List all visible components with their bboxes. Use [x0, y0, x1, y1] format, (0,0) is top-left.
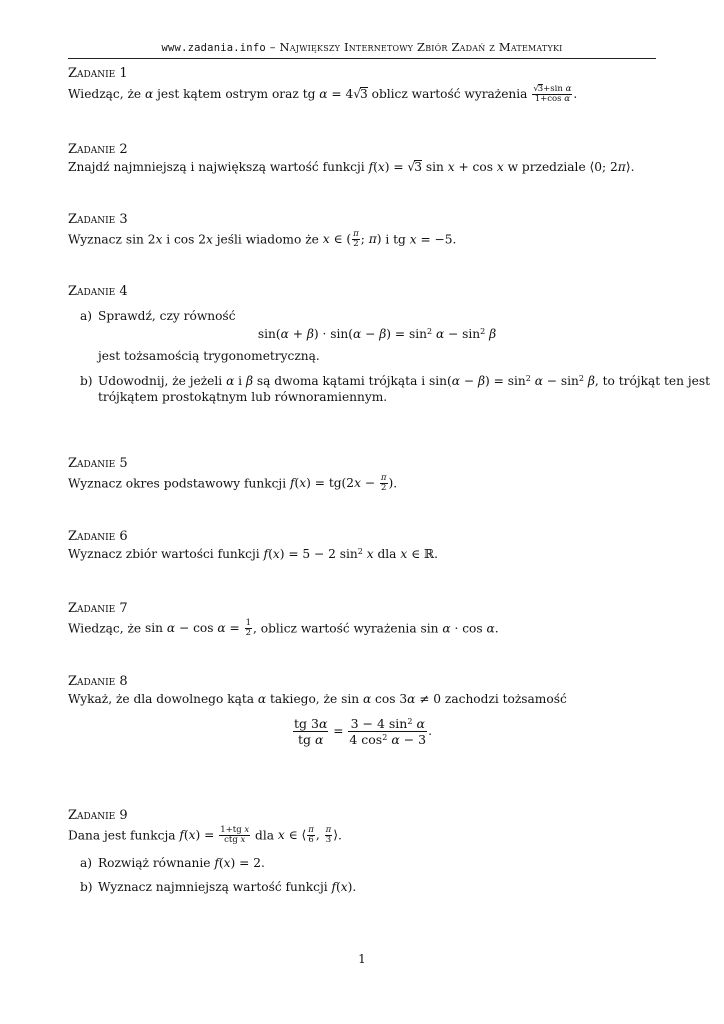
- text: zachodzi tożsamość: [441, 691, 567, 706]
- task-title: Zadanie 6: [68, 529, 128, 544]
- math: x ∈ ℝ: [400, 546, 435, 561]
- task-2: [68, 142, 656, 176]
- math: sin 2x: [125, 232, 163, 247]
- task-5: [68, 456, 656, 494]
- text: Udowodnij, że jeżeli: [98, 374, 227, 389]
- math: x ∈ ( $\frac{\pi}{2}$ ; π): [322, 228, 382, 250]
- task-text: Dana jest funkcja f(x) = $\frac{\text{1+tg x}}{\text{ctg x}}$ dla x ∈ ⟨ $\frac{\pi}{6}$ , $\frac{\pi}{3}$ ⟩.: [68, 824, 342, 846]
- task-1: [68, 66, 656, 105]
- text: Wyznacz okres podstawowy funkcji: [68, 476, 290, 491]
- text: dla: [251, 828, 278, 843]
- page-number: 1: [358, 952, 366, 966]
- site-url: www.zadania.info: [161, 42, 266, 54]
- task-title: Zadanie 5: [68, 456, 128, 471]
- subtask-label: a): [80, 855, 93, 870]
- text: , to trójkąt ten jest: [594, 374, 711, 389]
- text: są dwoma kątami trójkąta i: [253, 374, 429, 389]
- text: i: [381, 232, 394, 247]
- text: jest tożsamością trygonometryczną.: [98, 348, 320, 363]
- task-7: [68, 601, 656, 639]
- subtask-a: [68, 309, 656, 365]
- header-dash: –: [265, 40, 280, 54]
- math: sin α · cos α: [420, 621, 495, 636]
- task-text: Wykaż, że dla dowolnego kąta α takiego, że sin α cos 3α ≠ 0 zachodzi tożsamość: [68, 691, 567, 706]
- task-text: Znajdź najmniejszą i największą wartość funkcji f(x) = √3 sin x + cos x w przedziale ⟨0; 2π⟩.: [68, 159, 635, 174]
- task-title: Zadanie 1: [68, 66, 128, 81]
- math: cos 2x: [173, 232, 213, 247]
- math: f(x) = 5 − 2 $\sin^2 x$: [263, 546, 374, 561]
- task-title: Zadanie 4: [68, 284, 128, 299]
- text: w przedziale: [503, 159, 590, 174]
- task-text: Wiedząc, że α jest kątem ostrym oraz tg α = 4√3 oblicz wartość wyrażenia $\frac{\text{√3+sin α}}{\text{1+cos α}}$ .: [68, 83, 578, 105]
- text: Wiedząc, że: [68, 86, 145, 101]
- math: f(x): [331, 880, 353, 895]
- text: jeśli wiadomo że: [212, 232, 323, 247]
- task-title: Zadanie 9: [68, 808, 128, 823]
- text: Wyznacz zbiór wartości funkcji: [68, 546, 264, 561]
- text: i: [162, 232, 174, 247]
- subtask-b: b) Wyznacz najmniejszą wartość funkcji f(x).: [80, 880, 357, 895]
- task-title: Zadanie 3: [68, 212, 128, 227]
- task-title: Zadanie 2: [68, 142, 128, 157]
- math: f(x) = $\frac{\text{1+tg x}}{\text{ctg x}}$: [179, 824, 250, 846]
- task-8: [68, 674, 656, 747]
- subtask-label: a): [80, 308, 93, 323]
- subtask-label: b): [80, 880, 93, 895]
- math: $\sin(\alpha - \beta) = \sin^2 \alpha - \sin^2 \beta$: [428, 374, 595, 389]
- text: Sprawdź, czy równość: [98, 308, 236, 323]
- math: α: [145, 86, 154, 101]
- task-4: [68, 284, 711, 406]
- task-3: [68, 212, 656, 250]
- text: Wyznacz: [68, 232, 126, 247]
- text: trójkątem prostokątnym lub równoramiennym.: [98, 390, 388, 405]
- math: tg α = 4√3: [302, 86, 368, 101]
- task-text: Wyznacz sin 2x i cos 2x jeśli wiadomo że x ∈ ( $\frac{\pi}{2}$ ; π) i tg x = −5.: [68, 228, 457, 250]
- task-title: Zadanie 7: [68, 601, 128, 616]
- math-fraction: $\frac{\text{√3+sin α}}{\text{1+cos α}}$: [533, 83, 572, 105]
- math-display: $\sin(\alpha + \beta) \cdot \sin(\alpha - \beta) = \sin^2 \alpha - \sin^2 \beta$: [257, 326, 497, 341]
- task-6: [68, 529, 656, 563]
- math: ⟨0; 2π⟩: [589, 159, 631, 174]
- header-title: Największy Internetowy Zbiór Zadań z Matematyki: [279, 40, 563, 54]
- task-text: Wyznacz okres podstawowy funkcji f(x) = tg(2x − $\frac{\pi}{2}$ ).: [68, 472, 398, 494]
- text: jest kątem ostrym oraz: [153, 86, 303, 101]
- task-title: Zadanie 8: [68, 674, 128, 689]
- text: Udowodnij, że jeżeli α i β są dwoma kątami trójkąta i $\sin(\alpha - \beta) = \sin^2 \alpha - \sin^2 \beta$, to trójkąt ten jest: [98, 374, 711, 389]
- text: Rozwiąż równanie: [98, 855, 215, 870]
- text: Wykaż, że dla dowolnego kąta: [68, 691, 258, 706]
- text: Wiedząc, że: [68, 621, 145, 636]
- math: f(x) = 2: [214, 855, 261, 870]
- text: Dana jest funkcja: [68, 828, 180, 843]
- subtask-label: b): [80, 374, 93, 389]
- task-9: [68, 808, 656, 896]
- math: tg x = −5: [393, 232, 453, 247]
- task-text: Wyznacz zbiór wartości funkcji f(x) = 5 − 2 $\sin^2 x$ dla x ∈ ℝ.: [68, 546, 438, 561]
- text: , oblicz wartość wyrażenia: [253, 621, 421, 636]
- text: i: [234, 374, 246, 389]
- text: dla: [373, 546, 401, 561]
- subtask-b: [68, 374, 711, 406]
- math: x ∈ ⟨ $\frac{\pi}{6}$ , $\frac{\pi}{3}$ ⟩: [277, 824, 338, 846]
- page-header: [68, 40, 656, 59]
- math: f(x) = tg(2x − $\frac{\pi}{2}$ ): [289, 472, 394, 494]
- math: f(x) = √3 sin x + cos x: [368, 159, 504, 174]
- text: takiego, że: [266, 691, 342, 706]
- math: sin α cos 3α ≠ 0: [341, 691, 442, 706]
- text: Znajdź najmniejszą i największą wartość funkcji: [68, 159, 369, 174]
- subtask-a: a) Rozwiąż równanie f(x) = 2.: [80, 855, 265, 870]
- text: Wyznacz najmniejszą wartość funkcji: [98, 880, 332, 895]
- math-display: $\frac{tg 3\alpha}{\text{tg α}}$ = $\frac{3 - 4 \sin^2 \alpha}{4 \cos^2 \alpha - 3}$ .: [293, 715, 433, 747]
- math: sin α − cos α = $\frac{1}{2}$: [145, 617, 252, 639]
- task-text: Wiedząc, że sin α − cos α = $\frac{1}{2}$ , oblicz wartość wyrażenia sin α · cos α.: [68, 617, 499, 639]
- text: oblicz wartość wyrażenia: [367, 86, 532, 101]
